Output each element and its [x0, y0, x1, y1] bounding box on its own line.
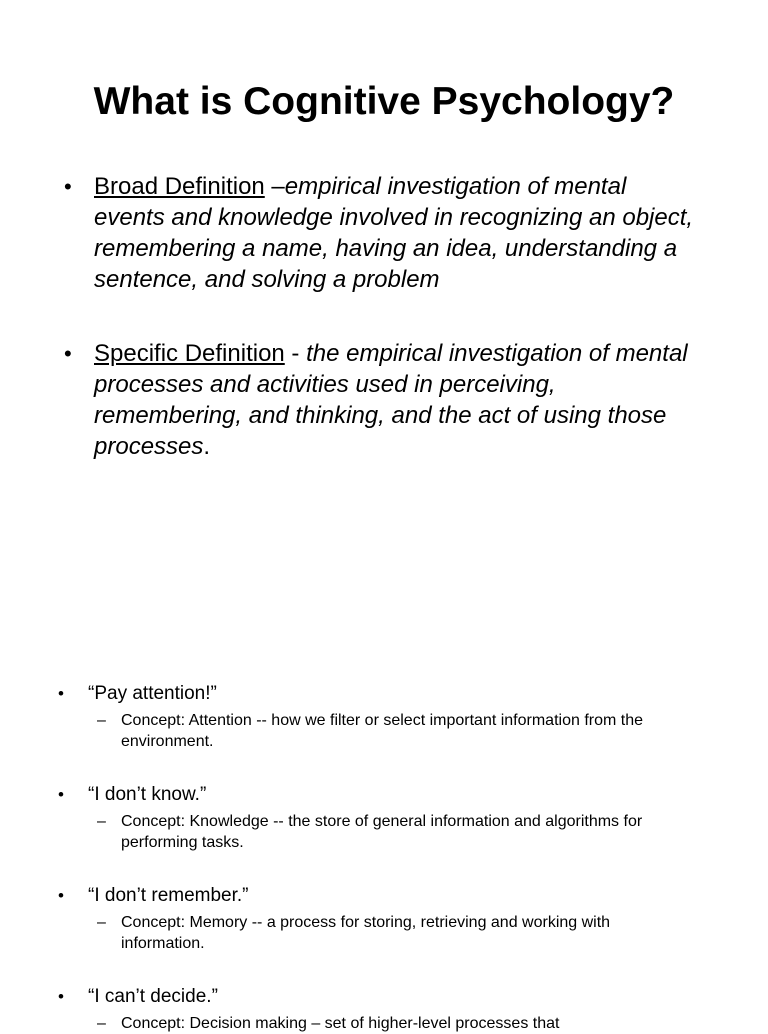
bullet-icon: •	[58, 987, 64, 1006]
bullet-icon: •	[58, 684, 64, 703]
concept-text: Concept: Memory -- a process for storing, retrieving and working with information.	[121, 914, 611, 952]
concept-text: Concept: Attention -- how we filter or select important information from the environment.	[121, 712, 644, 750]
example-item-knowledge	[58, 782, 708, 853]
example-quote: “Pay attention!”	[88, 683, 217, 704]
example-concept	[97, 710, 691, 752]
example-concept	[97, 811, 691, 853]
example-concept	[97, 912, 691, 954]
definition-trailing: .	[203, 433, 211, 460]
example-quote: “I don’t know.”	[88, 784, 207, 805]
bullet-icon: •	[58, 886, 64, 905]
definition-term: Broad Definition	[94, 173, 265, 200]
page-title: What is Cognitive Psychology?	[93, 80, 675, 123]
definition-term: Specific Definition	[94, 340, 285, 367]
definition-description: empirical investigation of mental events and knowledge involved in recognizing an object, remembering a name, having an idea, understanding a sentence, and solving a problem	[94, 173, 694, 293]
concept-text: Concept: Knowledge -- the store of general information and algorithms for performing tasks.	[121, 813, 643, 851]
definition-description: the empirical investigation of mental processes and activities used in perceiving, remembering, and thinking, and the act of using those processes	[94, 340, 688, 460]
definition-separator: -	[284, 340, 307, 367]
dash-icon: –	[97, 712, 106, 729]
example-item-memory	[58, 883, 708, 954]
dash-icon: –	[97, 813, 106, 830]
bullet-icon: •	[64, 174, 72, 199]
bullet-icon: •	[58, 785, 64, 804]
definition-item-specific	[64, 338, 694, 462]
dash-icon: –	[97, 914, 106, 931]
dash-icon: –	[97, 1015, 106, 1032]
bullet-icon: •	[64, 341, 72, 366]
example-quote: “I can’t decide.”	[88, 986, 218, 1007]
example-quote: “I don’t remember.”	[88, 885, 249, 906]
example-item-decision	[58, 984, 708, 1034]
concept-text: Concept: Decision making – set of higher-level processes that	[121, 1015, 560, 1032]
definition-separator: –	[264, 173, 285, 200]
example-item-attention	[58, 681, 708, 752]
definition-item-broad	[64, 171, 694, 295]
